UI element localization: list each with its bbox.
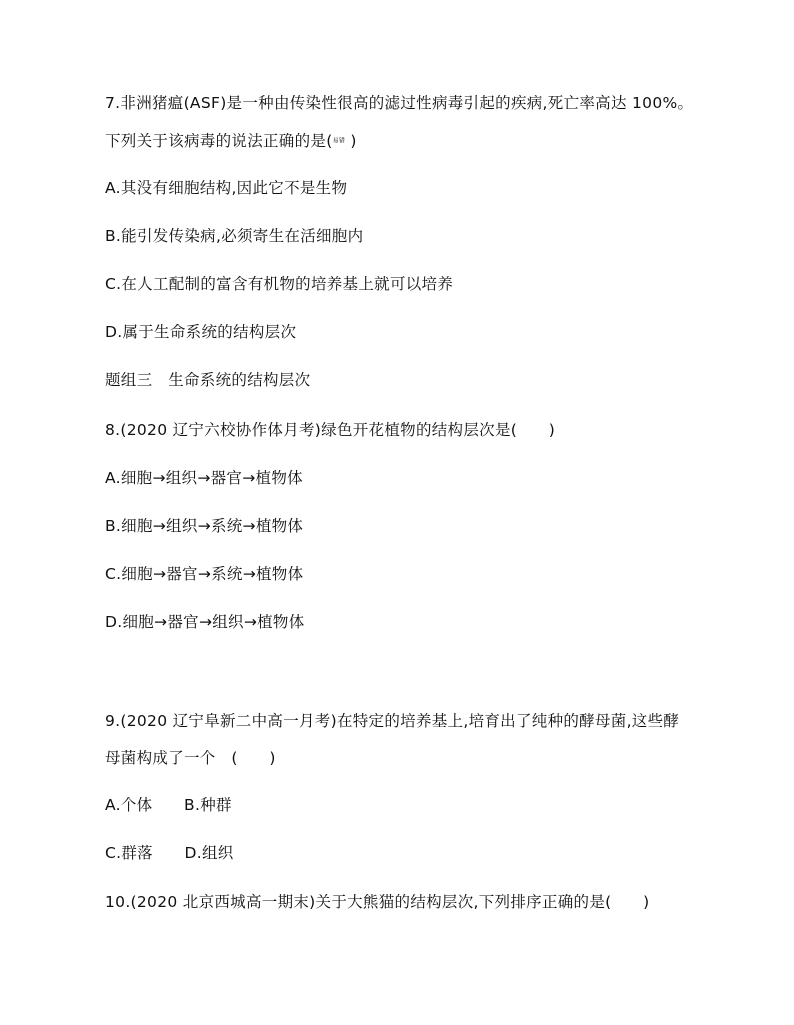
question-7-stem-line2-tail: ) — [345, 132, 357, 150]
question-7-tag: 易错 — [332, 137, 346, 145]
question-8-stem: 8.(2020 辽宁六校协作体月考)绿色开花植物的结构层次是( ) — [105, 421, 556, 439]
question-9-options-row1: A.个体 B.种群 — [105, 796, 232, 814]
question-8-option-b: B.细胞→组织→系统→植物体 — [105, 517, 304, 535]
question-7-stem-line2-text: 下列关于该病毒的说法正确的是( — [105, 132, 333, 150]
question-7-option-b: B.能引发传染病,必须寄生在活细胞内 — [105, 227, 364, 245]
question-8-option-c: C.细胞→器官→系统→植物体 — [105, 565, 304, 583]
question-10-stem: 10.(2020 北京西城高一期末)关于大熊猫的结构层次,下列排序正确的是( ) — [105, 893, 650, 911]
question-9-stem-line2: 母菌构成了一个 ( ) — [105, 749, 276, 767]
question-8-option-d: D.细胞→器官→组织→植物体 — [105, 613, 305, 631]
question-8-option-a: A.细胞→组织→器官→植物体 — [105, 469, 303, 487]
question-7-option-c: C.在人工配制的富含有机物的培养基上就可以培养 — [105, 275, 454, 293]
question-7-stem-line2 — [105, 131, 357, 152]
question-7-stem-line1: 7.非洲猪瘟(ASF)是一种由传染性很高的滤过性病毒引起的疾病,死亡率高达 100%。 — [105, 94, 694, 112]
question-7-option-a: A.其没有细胞结构,因此它不是生物 — [105, 179, 348, 197]
section-heading: 题组三 生命系统的结构层次 — [105, 371, 311, 389]
question-9-options-row2: C.群落 D.组织 — [105, 844, 234, 862]
question-9-stem-line1: 9.(2020 辽宁阜新二中高一月考)在特定的培养基上,培育出了纯种的酵母菌,这些酵 — [105, 712, 680, 730]
question-7-option-d: D.属于生命系统的结构层次 — [105, 323, 297, 341]
